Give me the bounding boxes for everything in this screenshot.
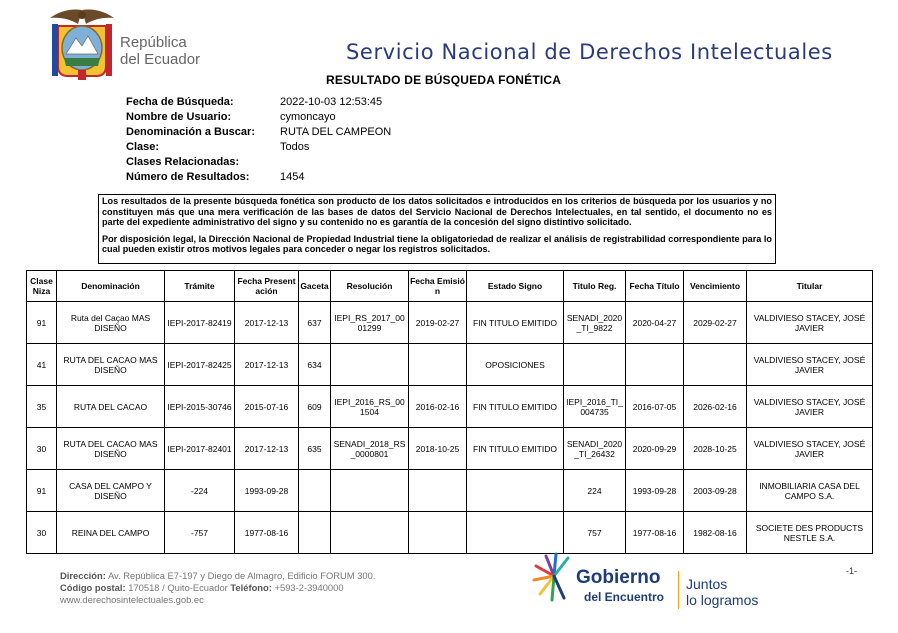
meta-value-class: Todos [280, 141, 310, 153]
header-fecha-presentacion: Fecha Presentación [235, 271, 299, 302]
cell-clase: 91 [27, 470, 57, 512]
cell-vencimiento: 2028-10-25 [684, 428, 747, 470]
cell-gaceta: 635 [299, 428, 331, 470]
slogan-line-1: Juntos [686, 576, 728, 592]
meta-label-result-count: Número de Resultados: [126, 171, 250, 183]
cell-denominacion: RUTA DEL CACAO [57, 386, 165, 428]
cell-clase: 35 [27, 386, 57, 428]
cell-clase: 30 [27, 512, 57, 554]
cell-titular: VALDIVIESO STACEY, JOSÉ JAVIER [747, 344, 873, 386]
cell-fecha-titulo: 1993-09-28 [626, 470, 684, 512]
cell-titulo-reg [564, 344, 626, 386]
cell-clase: 41 [27, 344, 57, 386]
cell-fecha-presentacion: 2015-07-16 [235, 386, 299, 428]
disclaimer-paragraph-2: Por disposición legal, la Dirección Nacional de Propiedad Industrial tiene la obligatoriedad de realizar el análisis de registrabilidad correspondiente para lo cual pueden existir otros motivos legales para conceder o negar los registros solicitados. [102, 233, 772, 255]
cell-fecha-emision [409, 470, 467, 512]
meta-value-search-term: RUTA DEL CAMPEON [280, 126, 392, 138]
cell-tramite: -224 [165, 470, 235, 512]
meta-label-username: Nombre de Usuario: [126, 111, 232, 123]
country-line-1: República [120, 34, 187, 51]
cell-estado-signo: FIN TITULO EMITIDO [467, 302, 564, 344]
phone-value: +593-2-3940000 [274, 582, 344, 593]
cell-fecha-titulo: 2020-04-27 [626, 302, 684, 344]
address-label: Dirección: [60, 570, 106, 581]
report-title: RESULTADO DE BÚSQUEDA FONÉTICA [326, 73, 562, 87]
header-resolucion: Resolución [331, 271, 409, 302]
results-table [26, 270, 873, 554]
cell-fecha-titulo: 2016-07-05 [626, 386, 684, 428]
cell-clase: 91 [27, 302, 57, 344]
table-row [27, 428, 873, 470]
gobierno-subtitle: del Encuentro [584, 590, 665, 604]
cell-estado-signo: OPOSICIONES [467, 344, 564, 386]
cell-gaceta: 637 [299, 302, 331, 344]
cell-gaceta [299, 470, 331, 512]
footer-address-block [60, 570, 375, 606]
cell-fecha-emision: 2016-02-16 [409, 386, 467, 428]
cell-vencimiento: 2003-09-28 [684, 470, 747, 512]
header-fecha-emision: Fecha Emisión [409, 271, 467, 302]
meta-value-result-count: 1454 [280, 171, 305, 183]
address-line [60, 570, 375, 582]
table-row [27, 302, 873, 344]
cell-denominacion: Ruta del Caçao MAS DISEÑO [57, 302, 165, 344]
cell-estado-signo [467, 470, 564, 512]
table-row [27, 470, 873, 512]
disclaimer-paragraph-1: Los resultados de la presente búsqueda fonética son producto de los datos solicitados e introducidos en los criterios de búsqueda por los usuarios y no constituyen más que una mera verificación de las bases de datos del Servicio Nacional de Derechos Intelectuales, en tal sentido, el documento no es parte del expediente administrativo del signo y su contenido no es garantía de la concesión del signo distintivo solicitado. [102, 196, 772, 228]
cell-fecha-titulo [626, 344, 684, 386]
table-row [27, 344, 873, 386]
cell-fecha-presentacion: 2017-12-13 [235, 302, 299, 344]
cell-titular: SOCIETE DES PRODUCTS NESTLE S.A. [747, 512, 873, 554]
cell-titular: VALDIVIESO STACEY, JOSÉ JAVIER [747, 302, 873, 344]
cell-tramite: IEPI-2017-82419 [165, 302, 235, 344]
slogan-line-2: lo logramos [686, 592, 759, 608]
page-number: -1- [846, 566, 857, 576]
postal-value: 170518 / Quito-Ecuador [128, 582, 228, 593]
cell-denominacion: REINA DEL CAMPO [57, 512, 165, 554]
postal-label: Código postal: [60, 582, 126, 593]
cell-resolucion [331, 512, 409, 554]
cell-resolucion: IEPI_RS_2017_0001299 [331, 302, 409, 344]
cell-resolucion [331, 470, 409, 512]
cell-titulo-reg: IEPI_2016_TI_004735 [564, 386, 626, 428]
country-line-2: del Ecuador [120, 51, 201, 68]
cell-estado-signo: FIN TITULO EMITIDO [467, 386, 564, 428]
cell-fecha-presentacion: 1993-09-28 [235, 470, 299, 512]
header-vencimiento: Vencimiento [684, 271, 747, 302]
cell-fecha-presentacion: 2017-12-13 [235, 428, 299, 470]
gobierno-wordmark: Gobierno [576, 567, 661, 588]
coat-of-arms-emblem [48, 6, 116, 84]
cell-vencimiento: 2026-02-16 [684, 386, 747, 428]
header-gaceta: Gaceta [299, 271, 331, 302]
cell-fecha-emision [409, 512, 467, 554]
table-row [27, 386, 873, 428]
cell-titulo-reg: 757 [564, 512, 626, 554]
cell-gaceta: 634 [299, 344, 331, 386]
header-fecha-titulo: Fecha Título [626, 271, 684, 302]
cell-estado-signo: FIN TITULO EMITIDO [467, 428, 564, 470]
header-clase-niza: Clase Niza [27, 271, 57, 302]
meta-value-search-date: 2022-10-03 12:53:45 [280, 96, 383, 108]
slogan [686, 576, 758, 608]
cell-tramite: -757 [165, 512, 235, 554]
cell-vencimiento: 1982-08-16 [684, 512, 747, 554]
cell-gaceta [299, 512, 331, 554]
cell-fecha-presentacion: 2017-12-13 [235, 344, 299, 386]
phone-label: Teléfono: [230, 582, 272, 593]
meta-label-related-classes: Clases Relacionadas: [126, 156, 240, 168]
cell-clase: 30 [27, 428, 57, 470]
header-titular: Titular [747, 271, 873, 302]
postal-line [60, 582, 375, 594]
meta-label-search-term: Denominación a Buscar: [126, 126, 255, 138]
cell-fecha-titulo: 1977-08-16 [626, 512, 684, 554]
logo-divider [678, 571, 679, 609]
cell-denominacion: RUTA DEL CACAO MAS DISEÑO [57, 428, 165, 470]
header-titulo-reg: Titulo Reg. [564, 271, 626, 302]
cell-denominacion: CASA DEL CAMPO Y DISEÑO [57, 470, 165, 512]
cell-titular: VALDIVIESO STACEY, JOSÉ JAVIER [747, 428, 873, 470]
cell-titulo-reg: SENADI_2020_TI_9822 [564, 302, 626, 344]
country-name [120, 34, 200, 68]
cell-tramite: IEPI-2015-30746 [165, 386, 235, 428]
cell-fecha-emision: 2018-10-25 [409, 428, 467, 470]
cell-vencimiento: 2029-02-27 [684, 302, 747, 344]
disclaimer-box [98, 194, 776, 264]
cell-resolucion [331, 344, 409, 386]
meta-label-search-date: Fecha de Búsqueda: [126, 96, 234, 108]
meta-value-username: cymoncayo [280, 111, 336, 123]
header-estado-signo: Estado Signo [467, 271, 564, 302]
meta-label-class: Clase: [126, 141, 160, 153]
cell-titulo-reg: 224 [564, 470, 626, 512]
cell-denominacion: RUTA DEL CACAO MAS DISEÑO [57, 344, 165, 386]
cell-resolucion: IEPI_2016_RS_001504 [331, 386, 409, 428]
website-link[interactable]: www.derechosintelectuales.gob.ec [60, 594, 204, 605]
cell-vencimiento [684, 344, 747, 386]
cell-fecha-titulo: 2020-09-29 [626, 428, 684, 470]
cell-fecha-emision: 2019-02-27 [409, 302, 467, 344]
cell-gaceta: 609 [299, 386, 331, 428]
table-header-row [27, 271, 873, 302]
cell-tramite: IEPI-2017-82425 [165, 344, 235, 386]
cell-titular: INMOBILIARIA CASA DEL CAMPO S.A. [747, 470, 873, 512]
header-denominacion: Denominación [57, 271, 165, 302]
cell-fecha-presentacion: 1977-08-16 [235, 512, 299, 554]
address-value: Av. República E7-197 y Diego de Almagro, Edificio FORUM 300. [107, 570, 376, 581]
table-row [27, 512, 873, 554]
agency-title: Servicio Nacional de Derechos Intelectuales [346, 40, 833, 64]
cell-fecha-emision [409, 344, 467, 386]
cell-titular: VALDIVIESO STACEY, JOSÉ JAVIER [747, 386, 873, 428]
header-tramite: Trámite [165, 271, 235, 302]
cell-tramite: IEPI-2017-82401 [165, 428, 235, 470]
cell-resolucion: SENADI_2018_RS_0000801 [331, 428, 409, 470]
cell-titulo-reg: SENADI_2020_TI_26432 [564, 428, 626, 470]
